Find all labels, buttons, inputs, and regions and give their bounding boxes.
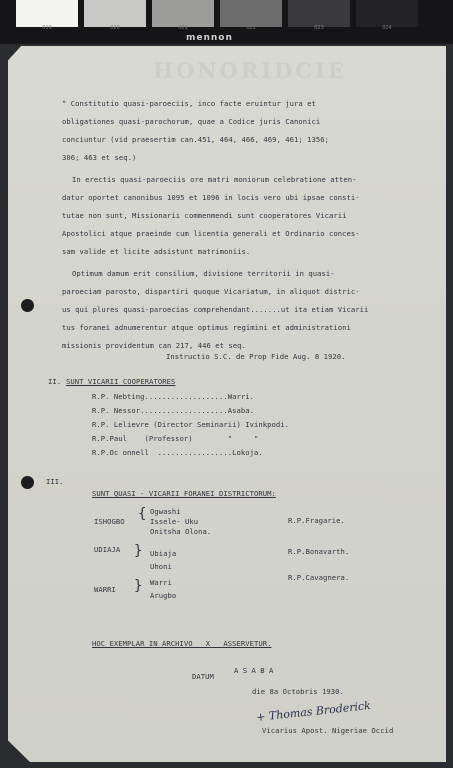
district-place: Warri [150, 578, 172, 587]
district-priest: R.P.Bonavarth. [288, 547, 350, 556]
cooperator-row: R.P. Nessor....................Asaba. [92, 406, 254, 415]
handwritten-signature: + Thomas Broderick [255, 699, 372, 724]
swatch-number: 023 [314, 25, 324, 31]
color-reference-card [0, 0, 453, 44]
swatch-number: 022 [246, 25, 256, 31]
para3-line: tus foranei adnumerentur atque optimus regimini et administrationi [62, 323, 351, 332]
place-name: A S A B A [234, 666, 274, 675]
swatch-number: 021 [178, 25, 188, 31]
district-name: UDIAJA [94, 545, 121, 554]
swatch-number: 020 [110, 25, 120, 31]
section-numeral: III. [46, 477, 64, 486]
gray-swatch-021 [152, 0, 214, 27]
district-place: Ogwashi [150, 507, 181, 516]
intro-line: ° Constitutio quasi-paroeciis, inco facte eruintur jura et [62, 99, 316, 108]
section-heading: SUNT QUASI - VICARII FORANEI DISTRICTORUM: [92, 489, 276, 498]
district-place: Uhoni [150, 562, 172, 571]
brace-icon: } [134, 578, 143, 594]
cooperator-row: R.P. Nebting...................Warri. [92, 392, 254, 401]
para3-line: Optimum damum erit consilium, divisione territorii in quasi- [72, 269, 335, 278]
para2-line: sam valide et licite adsistunt matrimoniis. [62, 247, 251, 256]
section-numeral: II. [48, 377, 62, 386]
district-place: Issele- Uku [150, 517, 199, 526]
cooperator-row: R.P.Oc onnell .................Lokoja. [92, 448, 263, 457]
gray-swatch-022 [220, 0, 282, 27]
gray-swatch-019 [16, 0, 78, 27]
brace-icon: } [134, 543, 143, 559]
district-priest: R.P.Cavagnera. [288, 573, 350, 582]
para3-line: paroeciam parosto, dispartiri quoque Vicariatum, in aliquot distric- [62, 287, 360, 296]
district-place: Onitsha Olona. [150, 527, 212, 536]
district-name: ISHOGBO [94, 517, 125, 526]
punch-hole [21, 476, 34, 489]
swatch-number: 024 [382, 25, 392, 31]
section-heading: SUNT VICARII COOPERATORES [66, 377, 176, 386]
district-priest: R.P.Fragarie. [288, 516, 345, 525]
brace-icon: { [138, 506, 147, 522]
cooperator-row: R.P. Lelievre (Director Seminarii) Ivinkpodi. [92, 420, 289, 429]
para3-line: us qui plures quasi-paroecias comprehendant.......ut ita etiam Vicarii [62, 305, 369, 314]
para3-line: missionis providentum can 217, 446 et seq. [62, 341, 246, 350]
para2-line: datur oportet canonibus 1095 et 1096 in locis vero ubi ipsae consti- [62, 193, 360, 202]
intro-line: conciuntur (vid praesertim can.451, 464, 466, 469, 461; 1356; [62, 135, 330, 144]
district-name: WARRI [94, 585, 116, 594]
archive-note: HOC EXEMPLAR IN ARCHIVO X ASSERVETUR. [92, 639, 272, 648]
citation: Instructio S.C. de Prop Fide Aug. 8 1920. [166, 352, 346, 361]
intro-line: obligationes quasi-parochorum, quae a Codice juris Canonici [62, 117, 321, 126]
header-bleed-through: HONORIDCIE [153, 58, 347, 83]
para2-line: tutae non sunt, Missionarii commenmendi sunt cooperatores Vicarii [62, 211, 347, 220]
document-date: die 8a Octobris 1930. [252, 687, 344, 696]
card-brand-logo: mennon [186, 33, 233, 43]
signer-title: Vicarius Apost. Nigeriae Occid [262, 726, 394, 735]
cooperator-row: R.P.Paul (Professor) " " [92, 434, 259, 443]
gray-swatch-023 [288, 0, 350, 27]
para2-line: In erectis quasi-paroeciis ore matri moniorum celebratione atten- [72, 175, 357, 184]
district-place: Ubiaja [150, 549, 177, 558]
swatch-number: 019 [42, 25, 52, 31]
intro-line: 306; 463 et seq.) [62, 153, 137, 162]
punch-hole [21, 299, 34, 312]
para2-line: Apostolici atque praeinde cum licentia generali et Ordinario conces- [62, 229, 360, 238]
district-place: Arugbo [150, 591, 177, 600]
gray-swatch-020 [84, 0, 146, 27]
datum-label: DATUM [192, 672, 214, 681]
gray-swatch-024 [356, 0, 418, 27]
